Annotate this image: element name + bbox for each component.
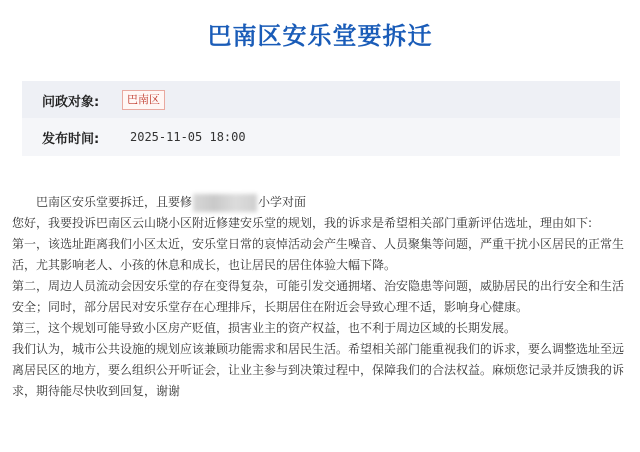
target-label: 问政对象:	[42, 94, 100, 110]
target-row	[22, 81, 620, 119]
content-paragraph: 第三，这个规划可能导致小区房产贬值，损害业主的资产权益，也不利于周边区域的长期发展。	[12, 321, 517, 335]
redacted-blur	[193, 194, 257, 212]
first-line-before: 巴南区安乐堂要拆迁，且要修	[36, 195, 193, 209]
time-label: 发布时间:	[42, 131, 100, 147]
content-paragraph: 第一，该选址距离我们小区太近，安乐堂日常的哀悼活动会产生噪音、人员聚集等问题，严重干扰小区居民的正常生活，尤其影响老人、小孩的休息和成长，也让居民的居住体验大幅下降。	[12, 237, 625, 272]
target-tag[interactable]: 巴南区	[122, 90, 165, 110]
time-row	[22, 118, 620, 156]
content-paragraph: 第二，周边人员流动会因安乐堂的存在变得复杂，可能引发交通拥堵、治安隐患等问题，威胁居民的出行安全和生活安全；同时，部分居民对安乐堂存在心理排斥，长期居住在附近会导致心理不适，影响身心健康。	[12, 279, 625, 314]
first-line-after: 小学对面	[258, 195, 307, 209]
page-title: 巴南区安乐堂要拆迁	[207, 22, 433, 50]
content-paragraph: 我们认为，城市公共设施的规划应该兼顾功能需求和居民生活。希望相关部门能重视我们的诉求，要么调整选址至远离居民区的地方，要么组织公开听证会，让业主参与到决策过程中，保障我们的合法权益。麻烦您记录并反馈我的诉求，期待能尽快收到回复，谢谢	[12, 342, 625, 398]
time-value: 2025-11-05 18:00	[130, 130, 246, 144]
post-content	[12, 192, 630, 402]
content-first-line	[12, 192, 630, 213]
content-paragraph: 您好，我要投诉巴南区云山晓小区附近修建安乐堂的规划，我的诉求是希望相关部门重新评估选址，理由如下:	[12, 216, 593, 230]
